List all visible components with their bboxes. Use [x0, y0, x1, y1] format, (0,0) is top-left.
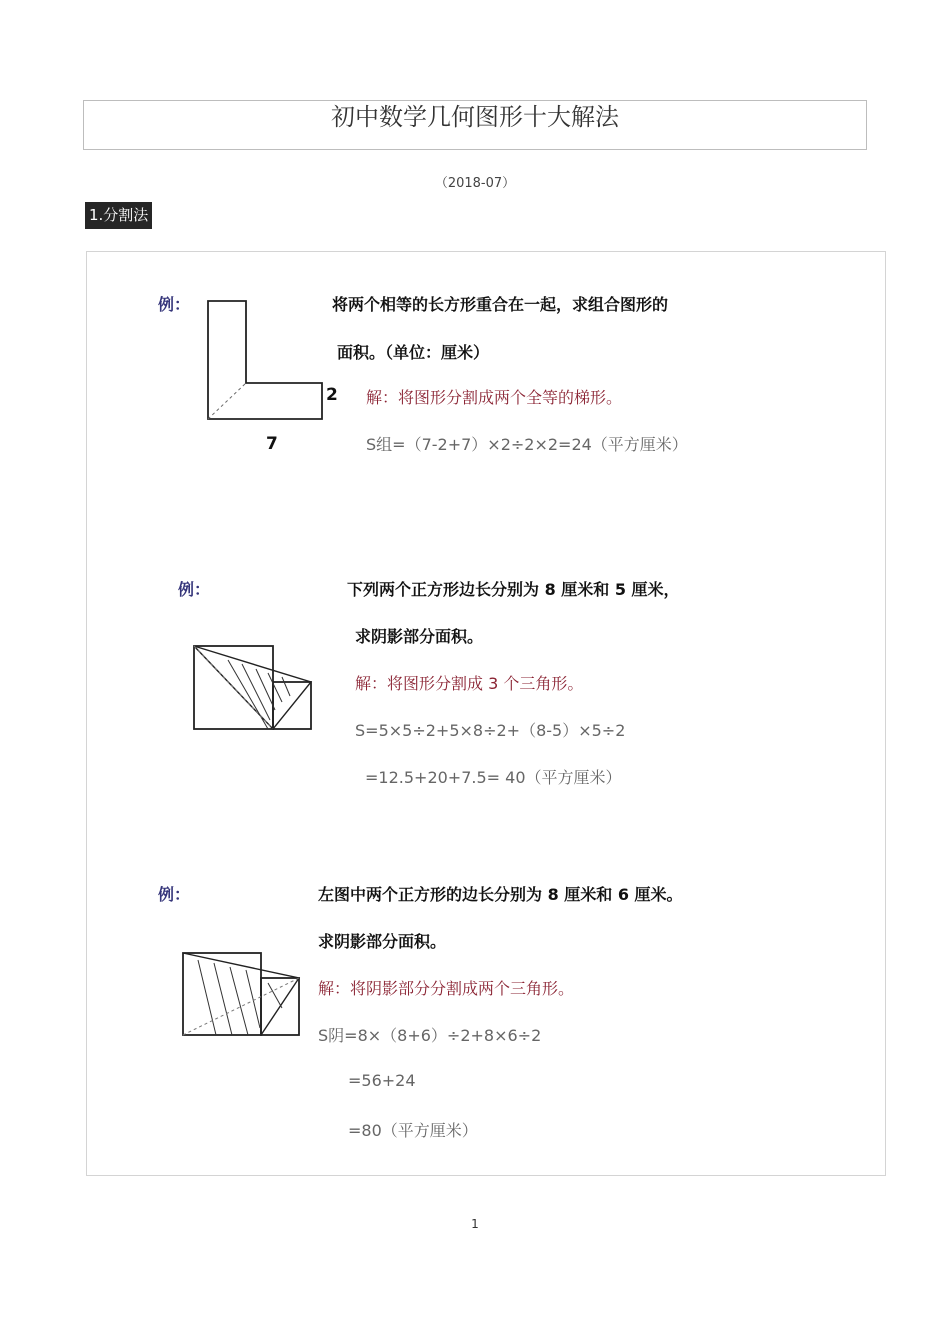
- example-question-line: 左图中两个正方形的边长分别为 8 厘米和 6 厘米。: [318, 885, 683, 904]
- example-calc-line: =12.5+20+7.5= 40（平方厘米）: [365, 768, 622, 787]
- date-text: （2018-07）: [434, 176, 516, 191]
- title-box: [83, 100, 867, 150]
- section-heading: 1.分割法: [85, 202, 152, 229]
- example-question-line: 下列两个正方形边长分别为 8 厘米和 5 厘米，: [347, 580, 680, 599]
- example-solution: 解：将图形分割成两个全等的梯形。: [366, 388, 623, 407]
- example-calc-line: S组=（7-2+7）×2÷2×2=24（平方厘米）: [366, 435, 688, 454]
- dimension-label: 7: [266, 434, 278, 454]
- page-number: 1: [471, 1217, 479, 1231]
- example-solution: 解：将阴影部分分割成两个三角形。: [318, 979, 575, 998]
- example-question-line: 求阴影部分面积。: [355, 627, 484, 646]
- dimension-label: 2: [326, 385, 338, 405]
- example-label: 例：: [178, 580, 211, 599]
- example-question-line: 面积。（单位：厘米）: [337, 343, 490, 362]
- two-squares-diagram: [190, 640, 320, 735]
- example-calc-line: =80（平方厘米）: [348, 1121, 478, 1140]
- page-title: 初中数学几何图形十大解法: [331, 103, 619, 131]
- example-label: 例：: [158, 885, 191, 904]
- two-squares-shaded-diagram: [178, 948, 306, 1040]
- example-solution: 解：将图形分割成 3 个三角形。: [355, 674, 584, 693]
- example-calc-line: S阴=8×（8+6）÷2+8×6÷2: [318, 1026, 542, 1045]
- example-question-line: 将两个相等的长方形重合在一起，求组合图形的: [332, 295, 669, 314]
- example-calc-line: S=5×5÷2+5×8÷2+（8-5）×5÷2: [355, 721, 626, 740]
- example-calc-line: =56+24: [348, 1071, 416, 1090]
- example-question-line: 求阴影部分面积。: [318, 932, 447, 951]
- example-label: 例：: [158, 295, 191, 314]
